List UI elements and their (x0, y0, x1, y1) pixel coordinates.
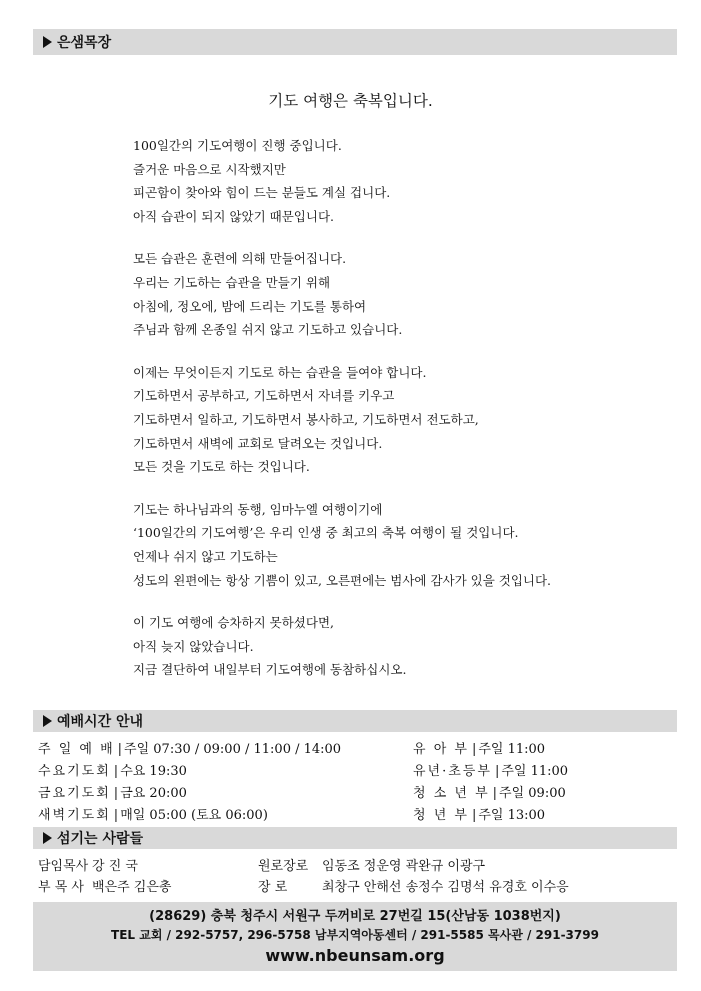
text-line: 100일간의 기도여행이 진행 중입니다. (133, 138, 342, 153)
triangle-bullet-icon (43, 715, 52, 727)
text-line: 아직 늦지 않았습니다. (133, 638, 254, 654)
article-title: 기도 여행은 축복입니다. (268, 92, 433, 110)
schedule-time: 주일 11:00 (501, 764, 569, 779)
text-line: 주님과 함께 온종일 쉬지 않고 기도하고 있습니다. (133, 322, 403, 338)
section-header-pastor (33, 29, 677, 55)
servant-role2: 장 로 (258, 880, 288, 895)
schedule-row (38, 760, 187, 782)
schedule-sep: | (471, 742, 477, 757)
schedule-row (413, 782, 566, 804)
text-line: 모든 습관은 훈련에 의해 만들어집니다. (133, 251, 347, 267)
schedule-sep: | (113, 764, 119, 779)
schedule-label: 유년·초등부 (413, 764, 492, 779)
schedule-time: 금요 20:00 (120, 786, 187, 801)
schedule-sep: | (117, 742, 123, 757)
triangle-bullet-icon (43, 36, 52, 48)
schedule-label: 수요기도회 (38, 764, 111, 779)
schedule-row (38, 804, 268, 826)
article-body (133, 134, 673, 701)
schedule-time: 수요 19:30 (120, 764, 187, 779)
section-title: 예배시간 안내 (57, 714, 144, 730)
paragraph (133, 134, 673, 228)
church-website-link[interactable]: www.nbeunsam.org (265, 946, 445, 965)
section-title: 섬기는 사람들 (57, 831, 144, 847)
servant-role: 부 목 사 (38, 880, 84, 895)
schedule-row (413, 760, 568, 782)
schedule-label: 주 일 예 배 (38, 742, 115, 757)
schedule-row (413, 738, 545, 760)
paragraph (133, 498, 673, 592)
church-footer (33, 902, 677, 971)
schedule-sep: | (494, 764, 500, 779)
text-line: 피곤함이 찾아와 힘이 드는 분들도 계실 겁니다. (133, 185, 391, 201)
schedule-sep: | (113, 808, 119, 823)
section-title: 은샘목장 (57, 35, 112, 51)
text-line: 우리는 기도하는 습관을 만들기 위해 (133, 274, 331, 290)
schedule-time: 주일 07:30 / 09:00 / 11:00 / 14:00 (124, 742, 342, 757)
paragraph (133, 611, 673, 682)
section-header-servants (33, 827, 677, 849)
schedule-time: 주일 09:00 (499, 786, 566, 801)
text-line: 아침에, 정오에, 밤에 드리는 기도를 통하여 (133, 298, 367, 314)
text-line: 아직 습관이 되지 않았기 때문입니다. (133, 208, 334, 224)
section-header-schedule (33, 710, 677, 732)
servant-name: 강 진 국 (92, 859, 138, 874)
schedule-row (38, 782, 187, 804)
text-line: 지금 결단하여 내일부터 기도여행에 동참하십시오. (133, 662, 407, 678)
servant-name: 백은주 김은총 (92, 880, 172, 895)
schedule-label: 새벽기도회 (38, 808, 111, 823)
servant-names2: 임동조 정운영 곽완규 이광구 (322, 859, 486, 874)
schedule-label: 청 년 부 (413, 808, 469, 823)
text-line: 언제나 쉬지 않고 기도하는 (133, 548, 278, 564)
schedule-label: 금요기도회 (38, 786, 111, 801)
text-line: 기도하면서 일하고, 기도하면서 봉사하고, 기도하면서 전도하고, (133, 411, 479, 427)
schedule-row (413, 804, 545, 826)
schedule-sep: | (113, 786, 119, 801)
schedule-row (38, 738, 341, 760)
servant-role: 담임목사 (38, 859, 89, 874)
text-line: 기도하면서 공부하고, 기도하면서 자녀를 키우고 (133, 388, 395, 404)
schedule-label: 유 아 부 (413, 742, 469, 757)
schedule-time: 주일 13:00 (478, 808, 546, 823)
schedule-sep: | (471, 808, 477, 823)
text-line: 모든 것을 기도로 하는 것입니다. (133, 459, 310, 475)
servant-names2: 최창구 안해선 송정수 김명석 유경호 이수응 (322, 880, 569, 895)
church-phones: TEL 교회 / 292-5757, 296-5758 남부지역아동센터 / 291-5585 목사관 / 291-3799 (111, 928, 599, 942)
text-line: 기도는 하나님과의 동행, 임마누엘 여행이기에 (133, 501, 383, 517)
text-line: 이제는 무엇이든지 기도로 하는 습관을 들여야 합니다. (133, 364, 427, 380)
schedule-label: 청 소 년 부 (413, 786, 490, 801)
paragraph (133, 361, 673, 479)
servant-role2: 원로장로 (258, 859, 309, 874)
text-line: 기도하면서 새벽에 교회로 달려오는 것입니다. (133, 435, 383, 451)
schedule-time: 매일 05:00 (토요 06:00) (120, 808, 268, 823)
paragraph (133, 247, 673, 341)
text-line: 성도의 왼편에는 항상 기쁨이 있고, 오른편에는 범사에 감사가 있을 것입니다. (133, 572, 552, 588)
church-address: (28629) 충북 청주시 서원구 두꺼비로 27번길 15(산남동 1038번지) (149, 909, 561, 924)
text-line: 이 기도 여행에 승차하지 못하셨다면, (133, 615, 334, 631)
triangle-bullet-icon (43, 832, 52, 844)
schedule-time: 주일 11:00 (478, 742, 546, 757)
text-line: 즐거운 마음으로 시작했지만 (133, 161, 286, 177)
schedule-sep: | (492, 786, 498, 801)
text-line: ‘100일간의 기도여행’은 우리 인생 중 최고의 축복 여행이 될 것입니다. (133, 525, 519, 541)
